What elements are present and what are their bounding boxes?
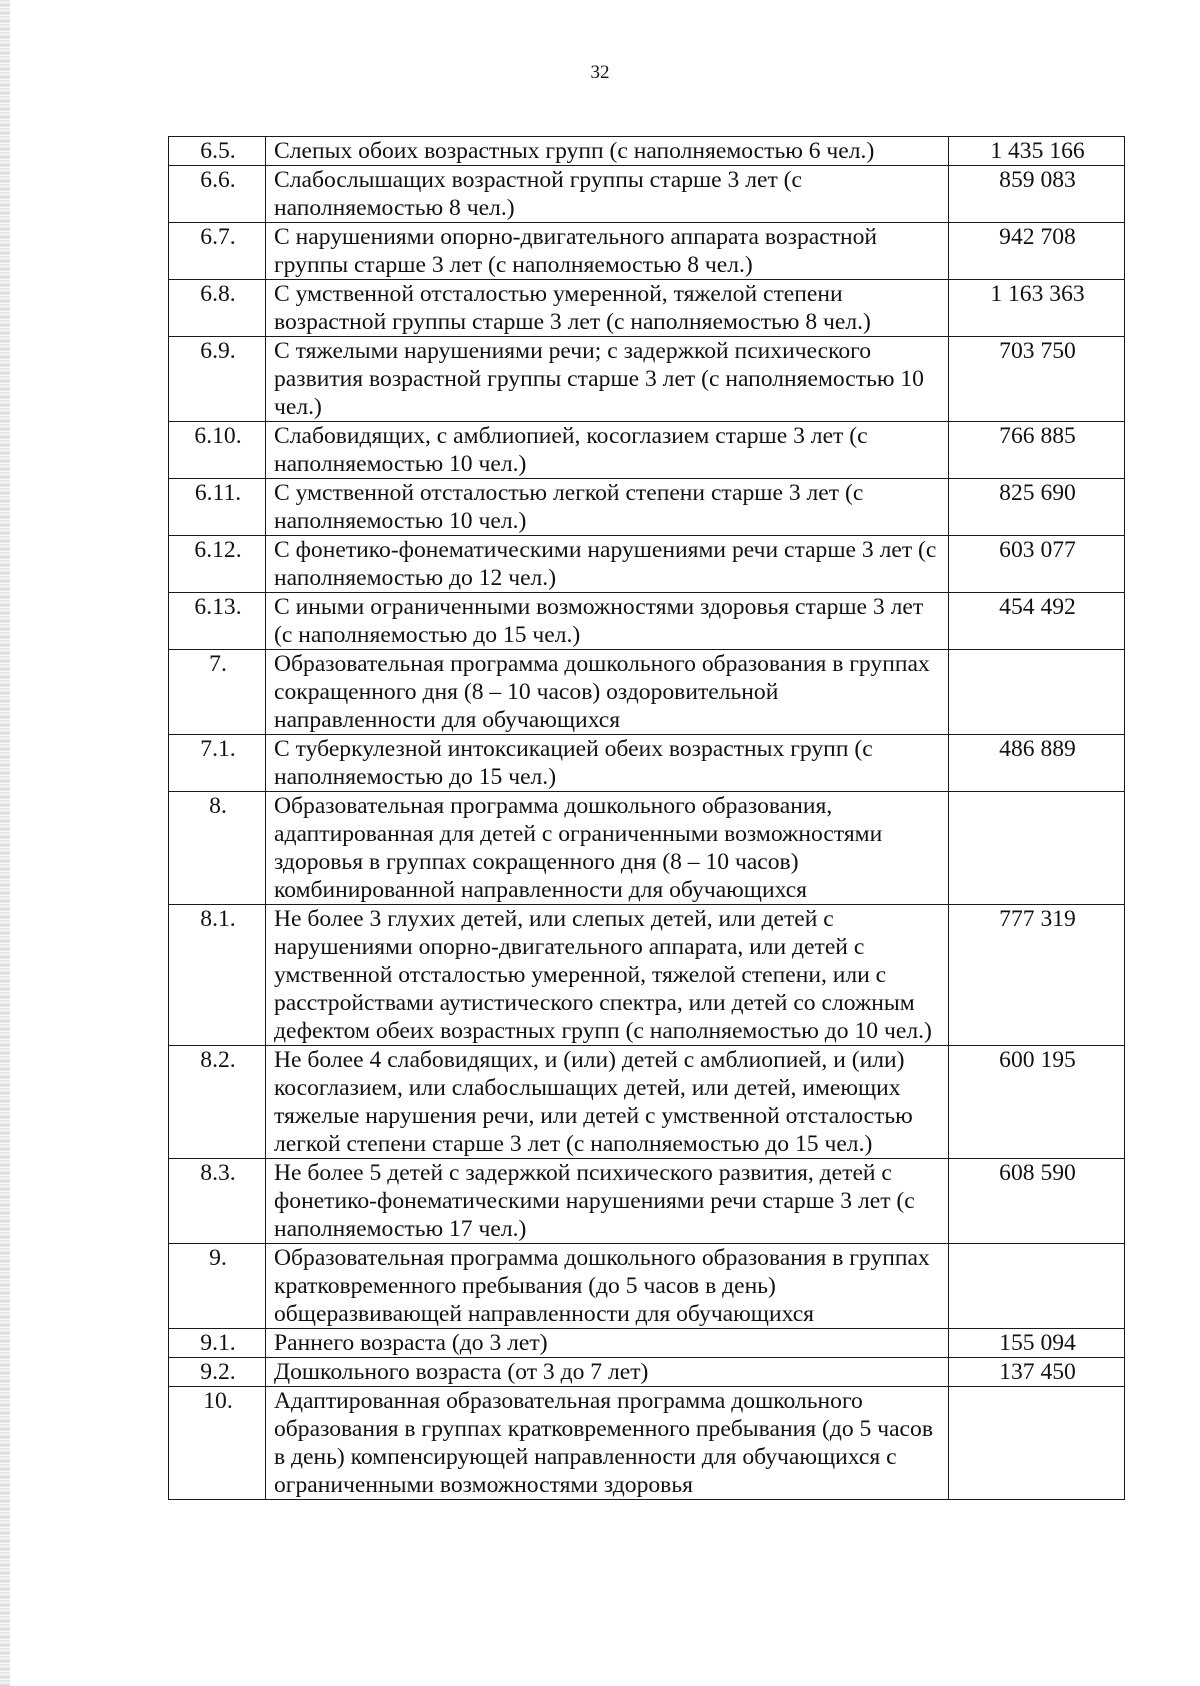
row-value: 486 889 — [949, 735, 1125, 792]
row-description: Слепых обоих возрастных групп (с наполняемостью 6 чел.) — [266, 137, 949, 166]
row-value: 137 450 — [949, 1358, 1125, 1387]
row-number: 7.1. — [169, 735, 266, 792]
row-value — [949, 650, 1125, 735]
table-row — [169, 593, 1125, 650]
row-description: С умственной отсталостью умеренной, тяжелой степени возрастной группы старше 3 лет (с наполняемостью 8 чел.) — [266, 280, 949, 337]
table-row — [169, 223, 1125, 280]
row-description: С туберкулезной интоксикацией обеих возрастных групп (с наполняемостью до 15 чел.) — [266, 735, 949, 792]
row-value: 703 750 — [949, 337, 1125, 422]
row-number: 6.7. — [169, 223, 266, 280]
row-number: 9.2. — [169, 1358, 266, 1387]
row-value: 155 094 — [949, 1329, 1125, 1358]
row-number: 8. — [169, 792, 266, 905]
row-description: С иными ограниченными возможностями здоровья старше 3 лет (с наполняемостью до 15 чел.) — [266, 593, 949, 650]
table-row — [169, 1046, 1125, 1159]
row-number: 8.3. — [169, 1159, 266, 1244]
row-number: 6.10. — [169, 422, 266, 479]
row-number: 6.11. — [169, 479, 266, 536]
row-value — [949, 1387, 1125, 1500]
table-row — [169, 650, 1125, 735]
row-number: 8.2. — [169, 1046, 266, 1159]
row-description: Образовательная программа дошкольного образования, адаптированная для детей с ограниченными возможностями здоровья в группах сокращенного дня (8 – 10 часов) комбинированной направленности для обучающихся — [266, 792, 949, 905]
row-description: С фонетико-фонематическими нарушениями речи старше 3 лет (с наполняемостью до 12 чел.) — [266, 536, 949, 593]
row-number: 8.1. — [169, 905, 266, 1046]
row-value — [949, 1244, 1125, 1329]
row-number: 9. — [169, 1244, 266, 1329]
row-value: 942 708 — [949, 223, 1125, 280]
row-value: 766 885 — [949, 422, 1125, 479]
table-row — [169, 735, 1125, 792]
row-number: 6.12. — [169, 536, 266, 593]
row-description: С умственной отсталостью легкой степени старше 3 лет (с наполняемостью 10 чел.) — [266, 479, 949, 536]
row-description: Дошкольного возраста (от 3 до 7 лет) — [266, 1358, 949, 1387]
row-number: 10. — [169, 1387, 266, 1500]
row-number: 6.13. — [169, 593, 266, 650]
row-description: Не более 5 детей с задержкой психического развития, детей с фонетико-фонематическими нарушениями речи старше 3 лет (с наполняемостью 17 чел.) — [266, 1159, 949, 1244]
row-value: 1 163 363 — [949, 280, 1125, 337]
row-value: 825 690 — [949, 479, 1125, 536]
row-description: Не более 3 глухих детей, или слепых детей, или детей с нарушениями опорно-двигательного аппарата, или детей с умственной отсталостью умеренной, тяжелой степени, или с расстройствами аутистического спектра, или детей со сложным дефектом обеих возрастных групп (с наполняемостью до 10 чел.) — [266, 905, 949, 1046]
row-value: 454 492 — [949, 593, 1125, 650]
row-description: С нарушениями опорно-двигательного аппарата возрастной группы старше 3 лет (с наполняемостью 8 чел.) — [266, 223, 949, 280]
table-row — [169, 1329, 1125, 1358]
table-body — [169, 137, 1125, 1500]
table-row — [169, 337, 1125, 422]
row-description: Образовательная программа дошкольного образования в группах сокращенного дня (8 – 10 часов) оздоровительной направленности для обучающихся — [266, 650, 949, 735]
page-number: 32 — [590, 62, 610, 83]
row-value: 777 319 — [949, 905, 1125, 1046]
row-description: Раннего возраста (до 3 лет) — [266, 1329, 949, 1358]
row-number: 6.8. — [169, 280, 266, 337]
table-row — [169, 905, 1125, 1046]
row-value: 603 077 — [949, 536, 1125, 593]
row-description: Адаптированная образовательная программа дошкольного образования в группах кратковременного пребывания (до 5 часов в день) компенсирующей направленности для обучающихся с ограниченными возможностями здоровья — [266, 1387, 949, 1500]
tariff-table — [168, 136, 1125, 1500]
row-number: 9.1. — [169, 1329, 266, 1358]
row-description: Слабослышащих возрастной группы старше 3 лет (с наполняемостью 8 чел.) — [266, 166, 949, 223]
row-number: 6.9. — [169, 337, 266, 422]
row-value: 600 195 — [949, 1046, 1125, 1159]
table-row — [169, 792, 1125, 905]
table-row — [169, 1159, 1125, 1244]
scan-edge — [0, 0, 10, 1686]
row-number: 7. — [169, 650, 266, 735]
row-description: Слабовидящих, с амблиопией, косоглазием старше 3 лет (с наполняемостью 10 чел.) — [266, 422, 949, 479]
table-row — [169, 422, 1125, 479]
table-row — [169, 137, 1125, 166]
row-value: 608 590 — [949, 1159, 1125, 1244]
row-number: 6.5. — [169, 137, 266, 166]
row-value: 859 083 — [949, 166, 1125, 223]
row-description: С тяжелыми нарушениями речи; с задержкой психического развития возрастной группы старше 3 лет (с наполняемостью 10 чел.) — [266, 337, 949, 422]
table-row — [169, 280, 1125, 337]
table-row — [169, 536, 1125, 593]
table-row — [169, 479, 1125, 536]
row-description: Образовательная программа дошкольного образования в группах кратковременного пребывания (до 5 часов в день) общеразвивающей направленности для обучающихся — [266, 1244, 949, 1329]
table-row — [169, 1244, 1125, 1329]
table-row — [169, 166, 1125, 223]
row-number: 6.6. — [169, 166, 266, 223]
row-description: Не более 4 слабовидящих, и (или) детей с амблиопией, и (или) косоглазием, или слабослышащих детей, или детей, имеющих тяжелые нарушения речи, или детей с умственной отсталостью легкой степени старше 3 лет (с наполняемостью до 15 чел.) — [266, 1046, 949, 1159]
row-value: 1 435 166 — [949, 137, 1125, 166]
row-value — [949, 792, 1125, 905]
table-row — [169, 1387, 1125, 1500]
table-row — [169, 1358, 1125, 1387]
